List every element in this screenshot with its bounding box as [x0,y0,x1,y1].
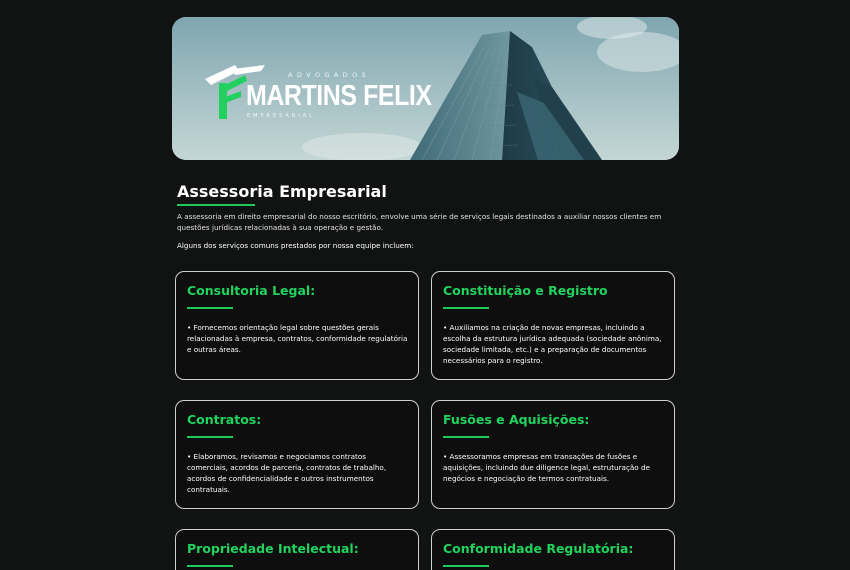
card-underline [443,307,489,309]
hero-banner [172,17,679,160]
service-card-constituicao [431,271,675,380]
service-card-fusoes [431,400,675,509]
card-title: Contratos: [187,412,262,427]
logo-wordmark: MARTINS FELIX [246,80,432,112]
card-title: Propriedade Intelectual: [187,541,359,556]
service-card-conformidade [431,529,675,570]
card-title: Fusões e Aquisições: [443,412,590,427]
services-intro: Alguns dos serviços comuns prestados por nossa equipe incluem: [177,241,414,250]
card-underline [187,565,233,567]
logo-tagline-bottom: EMPRESARIAL [247,113,315,119]
service-card-consultoria [175,271,419,380]
card-underline [443,565,489,567]
card-underline [187,307,233,309]
logo [205,61,432,136]
card-text: • Fornecemos orientação legal sobre questões gerais relacionadas à empresa, contratos, conformidade regulatória e outras áreas. [187,323,408,354]
service-card-contratos [175,400,419,509]
service-card-propriedade [175,529,419,570]
card-underline [443,436,489,438]
title-underline [177,204,255,206]
card-underline [187,436,233,438]
logo-tagline-top: ADVOGADOS [288,71,371,79]
card-text: • Elaboramos, revisamos e negociamos contratos comerciais, acordos de parceria, contratos de trabalho, acordos de confidencialidade e outros instrumentos contratuais. [187,452,387,494]
card-text: • Auxiliamos na criação de novas empresas, incluindo a escolha da estrutura jurídica adequada (sociedade anônima, sociedade limitada, etc.) e a preparação de documentos necessários para o registro. [443,323,662,365]
section-title: Assessoria Empresarial [177,182,387,201]
card-title: Constituição e Registro [443,283,608,298]
card-title: Conformidade Regulatória: [443,541,634,556]
card-title: Consultoria Legal: [187,283,316,298]
intro-paragraph: A assessoria em direito empresarial do nosso escritório, envolve uma série de serviços legais destinados a auxiliar nossos clientes em questões jurídicas relacionadas à sua operação e gestão. [177,212,662,232]
card-text: • Assessoramos empresas em transações de fusões e aquisições, incluindo due diligence legal, estruturação de negócios e negociação de termos contratuais. [443,452,650,483]
